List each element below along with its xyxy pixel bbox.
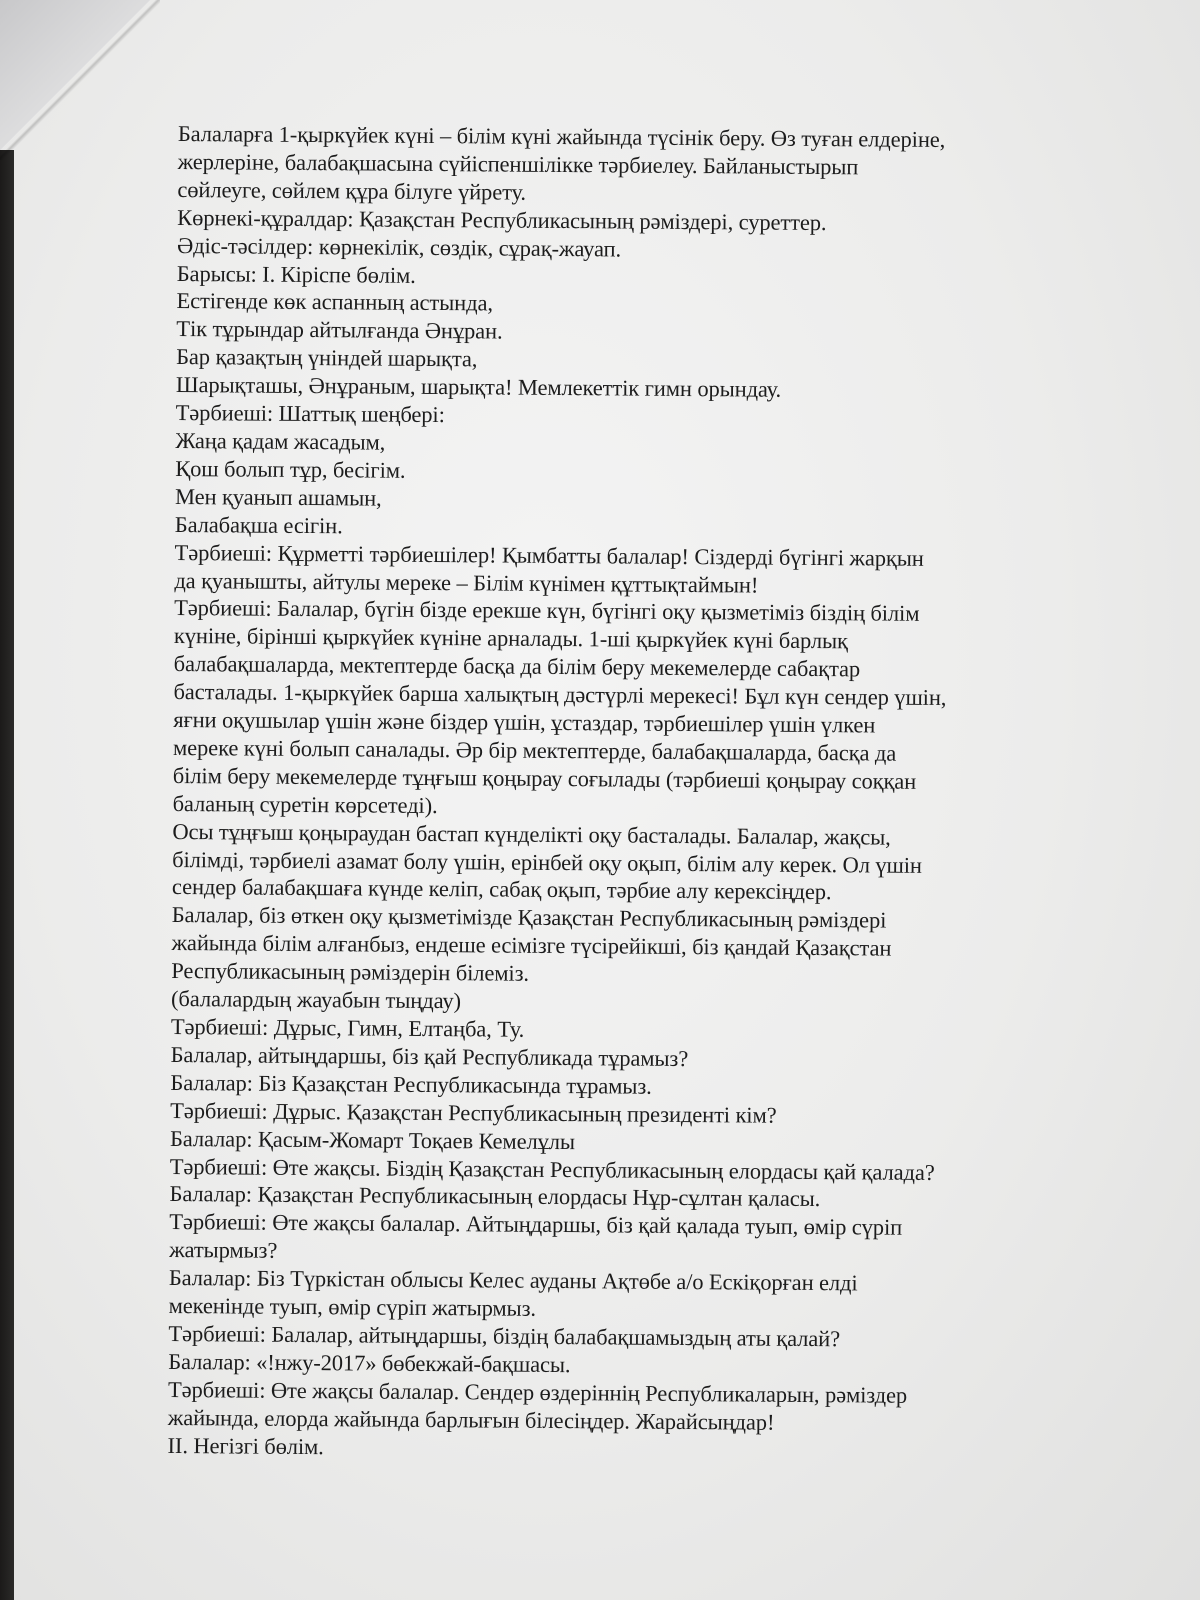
text-line: Балалар, біз өткен оқу қызметімізде Қазақстан Республикасының рәміздері (171, 902, 887, 933)
text-line: ІІ. Негізгі бөлім. (167, 1432, 324, 1459)
text-line: Республикасының рәміздерін білеміз. (171, 958, 530, 986)
text-line: Балалар: «!нжу-2017» бөбекжай-бақшасы. (168, 1348, 571, 1377)
text-line: Балалар: Біз Қазақстан Республикасында тұрамыз. (170, 1069, 652, 1099)
text-line: балабақшаларда, мектептерде басқа да білім беру мекемелерде сабақтар (173, 651, 861, 682)
text-line: (балалардың жауабын тыңдау) (171, 986, 462, 1014)
text-line: Естігенде көк аспанның астында, (176, 288, 494, 316)
text-line: Тәрбиеші: Дұрыс. Қазақстан Республикасының президенті кім? (170, 1097, 777, 1128)
text-line: Жаңа қадам жасадым, (175, 427, 386, 455)
text-line: Балаларға 1-қыркүйек күні – білім күні жайында түсінік беру. Өз туған елдеріне, (177, 120, 946, 153)
text-line: Балалар: Қасым-Жомарт Тоқаев Кемелұлы (169, 1125, 576, 1154)
text-line: білім беру мекемелерде тұңғыш қоңырау соғылады (тәрбиеші қоңырау соққан (172, 762, 917, 794)
text-line: жатырмыз? (169, 1237, 278, 1264)
text-line: Тәрбиеші: Дұрыс, Гимн, Елтаңба, Ту. (170, 1013, 525, 1042)
text-line: Осы тұңғыш қоңыраудан бастап күнделікті оқу басталады. Балалар, жақсы, (172, 818, 891, 850)
text-line: Тәрбиеші: Балалар, бүгін бізде ерекше күн, бүгінгі оқу қызметіміз біздің білім (174, 595, 920, 627)
text-line: жайында білім алғанбыз, ендеше есімізге түсірейікші, біз қандай Қазақстан (171, 930, 892, 961)
text-line: баланың суретін көрсетеді). (172, 790, 438, 818)
text-line: Бар қазақтың үніндей шарықта, (176, 344, 478, 372)
text-line: мекенінде туып, өмір сүріп жатырмыз. (168, 1293, 537, 1321)
text-line: да қуанышты, айтулы мереке – Білім күнімен құттықтаймын! (174, 567, 759, 598)
text-line: Балалар: Біз Түркістан облысы Келес ауданы Ақтөбе а/о Ескіқорған елді (168, 1265, 858, 1296)
paper-edge-shadow (0, 150, 14, 1600)
text-line: Тәрбиеші: Шаттық шеңбері: (175, 400, 445, 428)
text-line: Тәрбиеші: Өте жақсы. Біздің Қазақстан Республикасының елордасы қай қалада? (169, 1153, 935, 1185)
text-line: Балалар, айтыңдаршы, біз қай Республикада тұрамыз? (170, 1041, 689, 1071)
text-line: жайында, елорда жайында барлығын білесіңдер. Жарайсыңдар! (167, 1404, 775, 1435)
text-line: сөйлеуге, сөйлем құра білуге үйрету. (177, 176, 527, 205)
text-line: басталады. 1-қыркүйек барша халықтың дәстүрлі мерекесі! Бұл күн сендер үшін, (173, 679, 947, 711)
text-line: жерлеріне, балабақшасына сүйіспеншілікке тәрбиелеу. Байланыстырып (177, 148, 859, 180)
text-line: Шарықташы, Әнұраным, шарықта! Мемлекеттік гимн орындау. (175, 372, 782, 402)
text-line: мереке күні болып саналады. Әр бір мектептерде, балабақшаларда, басқа да (172, 734, 897, 766)
text-line: Барысы: І. Кіріспе бөлім. (176, 260, 416, 288)
text-line: Тәрбиеші: Құрметті тәрбиешілер! Қымбатты балалар! Сіздерді бүгінгі жарқын (174, 539, 924, 571)
document-text (167, 120, 1082, 1467)
text-line: Көрнекі-құралдар: Қазақстан Республикасының рәміздері, суреттер. (177, 204, 827, 235)
fold-crease (0, 0, 160, 160)
text-line: Тәрбиеші: Өте жақсы балалар. Айтыңдаршы, біз қай қалада туып, өмір сүріп (169, 1209, 903, 1241)
text-line: Тік тұрындар айтылғанда Әнұран. (176, 316, 503, 344)
text-line: Әдіс-тәсілдер: көрнекілік, сөздік, сұрақ-жауап. (176, 232, 622, 262)
text-line: яғни оқушылар үшін және біздер үшін, ұстаздар, тәрбиешілер үшін үлкен (173, 707, 876, 738)
text-line: Балалар: Қазақстан Республикасының елордасы Нұр-сұлтан қаласы. (169, 1181, 821, 1212)
text-line: Тәрбиеші: Өте жақсы балалар. Сендер өздеріннің Республикаларын, рәміздер (167, 1376, 908, 1408)
text-line: білімді, тәрбиелі азамат болу үшін, ерінбей оқу оқып, білім алу керек. Ол үшін (172, 846, 922, 878)
text-line: Қош болып тұр, бесігім. (175, 455, 406, 483)
text-line: сендер балабақшаға күнде келіп, сабақ оқып, тәрбие алу керексіңдер. (171, 874, 832, 905)
text-line: Балабақша есігін. (174, 511, 343, 538)
text-line: күніне, бірінші қыркүйек күніне арналады. 1-ші қыркүйек күні барлық (173, 623, 848, 654)
text-line: Мен қуанып ашамын, (174, 483, 382, 511)
text-line: Тәрбиеші: Балалар, айтыңдаршы, біздің балабақшамыздың аты қалай? (168, 1320, 841, 1352)
